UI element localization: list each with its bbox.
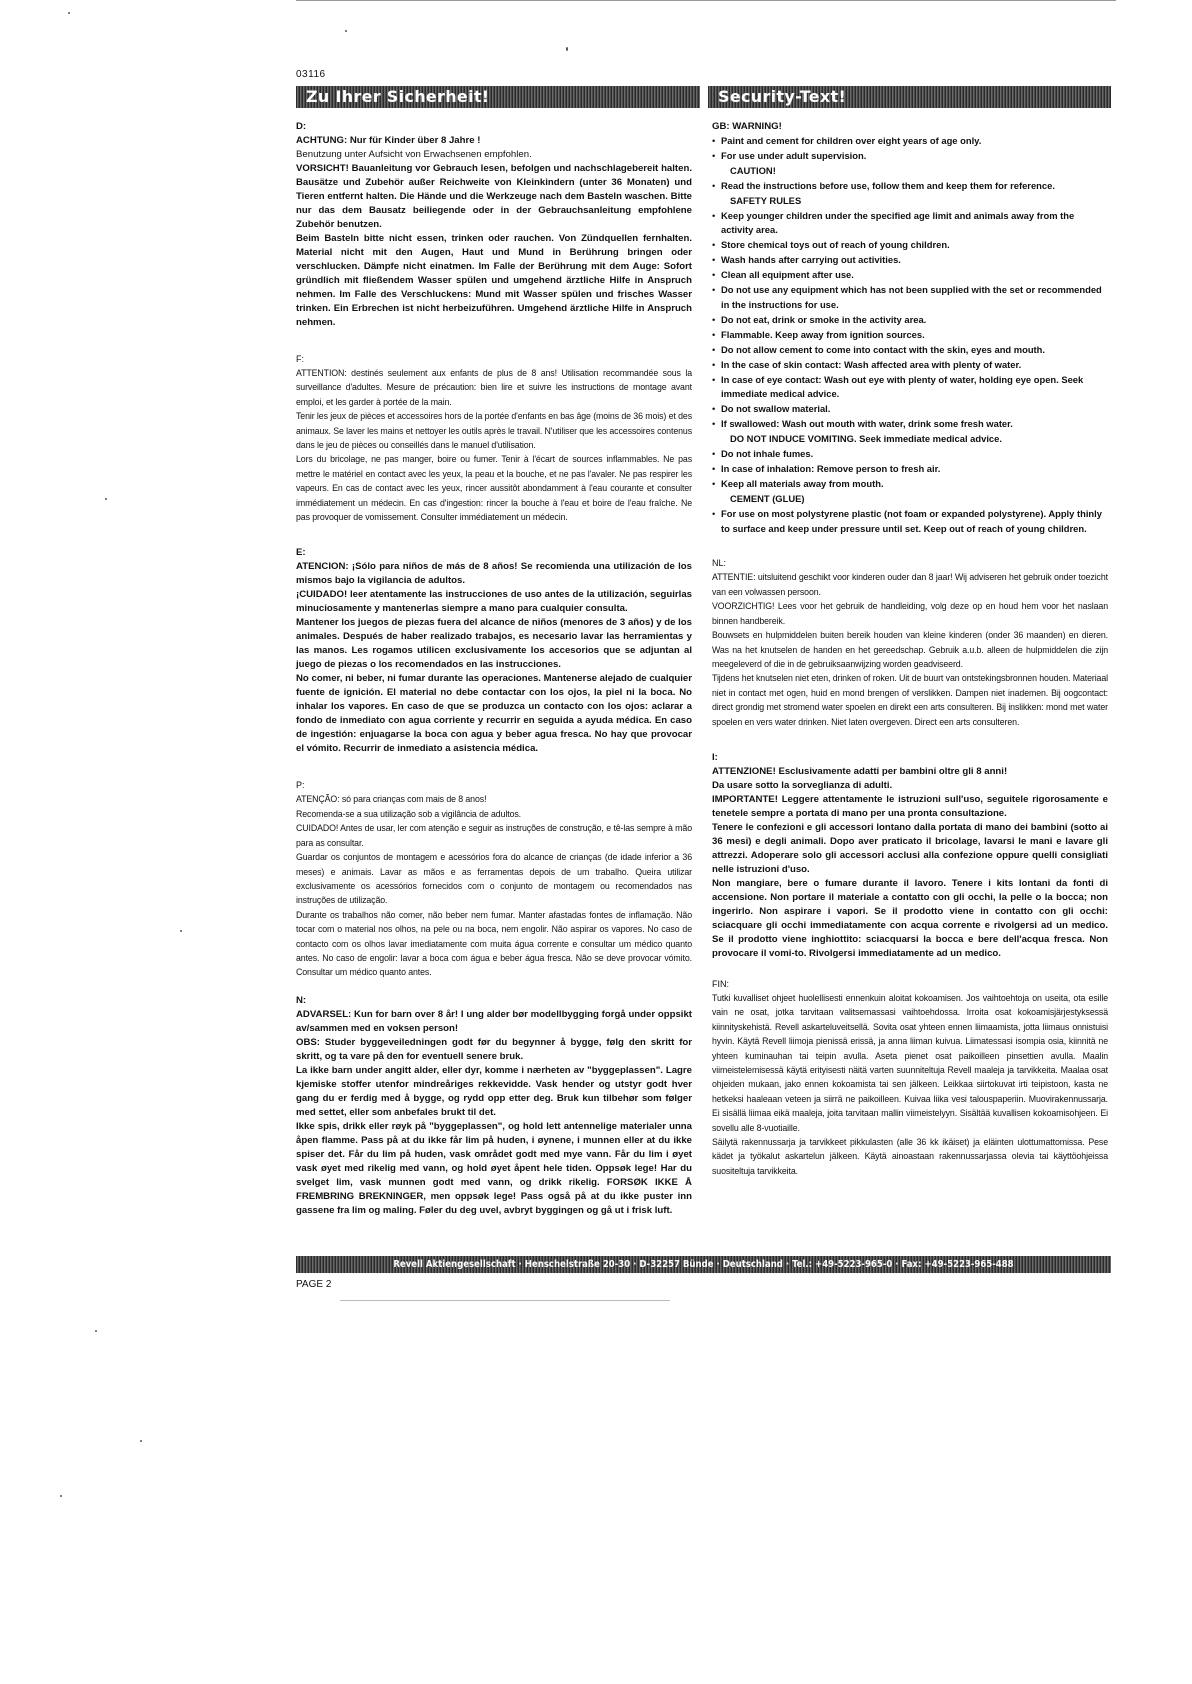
left-column [296,120,692,1231]
warning-text: Keep younger children under the specified age limit and animals away from the activity area. [721,209,1075,236]
section-label: GB: WARNING! [712,121,782,132]
warning-list [712,134,1108,536]
paragraph: CUIDADO! Antes de usar, ler com atenção e seguir as instruções de construção, e tê-las sempre à mão para as consultar. [296,823,692,848]
paragraph: ATTENZIONE! Esclusivamente adatti per bambini oltre gli 8 anni! [712,765,1008,777]
warning-item [712,209,1108,239]
footer-address-bar: Revell Aktiengesellschaft · Henschelstraße 20-30 · D-32257 Bünde · Deutschland · Tel.: +49-5223-965-0 · Fax: +49-5223-965-488 [296,1256,1111,1273]
warning-text: Do not eat, drink or smoke in the activity area. [721,313,927,325]
scan-speck [105,498,107,500]
warning-text: Read the instructions before use, follow them and keep them for reference. [721,179,1055,191]
paragraph: ATTENTION: destinés seulement aux enfants de plus de 8 ans! Utilisation recommandée sous la surveillance d'adultes. Mesure de précaution: bien lire et suivre les instructions de montage avant emploi, et les garder à portée de la main. [296,368,692,407]
bullet-icon: • [712,358,716,370]
bullet-icon: • [712,418,716,430]
warning-text: Paint and cement for children over eight years of age only. [721,135,982,146]
paragraph: Tutki kuvalliset ohjeet huolellisesti ennenkuin aloitat kokoamisen. Jos vaihtoehtoja on useita, ota esille vain ne osat, jotka tarvitaan valitsemassasi vaihtoehdossa. Irroita osat kokoamisjärjestyksessä kiinnityskehistä. Revell askarteluveitsellä. Sovita osat yhteen ennen liimaamista, jotta liimaus onnistuisi hyvin. Käytä Revell liimoja pienissä erissä, ja anna liiman kuivua. Liimatessasi isompia osia, kiinnitä ne yhteen kuminauhan tai teipin avulla. Aseta pienet osat paikoilleen pinsettien avulla. Maalin viimeistelemisessä käytä erityisesti näitä varten suunniteltuja Revell maaleja ja tarvikkeita. Maalaa osat ohjeiden mukaan, jako ennen kokoamista tai sen jälkeen. Leikkaa siirtokuvat irti teipistoon, kasta ne hetkeksi haaleaan veteen ja siirrä ne paikoilleen. Kuivaa liika vesi talouspaperiin. Muovirakennussarja. Ei sisällä liimaa eikä maaleja, joita tarvitaan mallin viimeistelyyn. Sisältää kuvallisen kokoamisohjeen. Ei sovellu alle 8-vuotiaille. [712,992,1108,1133]
paragraph: Tijdens het knutselen niet eten, drinken of roken. Uit de buurt van ontstekingsbronnen houden. Materiaal niet in contact met ogen, huid en mond brengen of verslikken. Dampen niet inademen. Bij oogcontact: direct grondig met stromend water spoelen en direkt een arts consulteren. Bij inslikken: mond met water spoelen en vers water drinken. Niet laten overgeven. Direct een arts consulteren. [712,673,1108,727]
warning-item [712,268,1108,283]
section-label: FIN: [712,978,729,989]
section-label: E: [296,547,306,559]
paragraph: Non mangiare, bere o fumare durante il lavoro. Tenere i kits lontani da fonti di accensione. Non portare il materiale a contatto con gli occhi, la pelle o la bocca; non ingerirlo. Non aspirare i vapori. Se il prodotto viene in contatto con gli occhi: sciacquare gli occhi immediatamente con acqua corrente e rivolgersi ad un medico. Se il prodotto viene inghiottito: sciacquarsi la bocca e bere dell'acqua fresca. Non provocare il vomi-to. Rivolgersi immediatamente ad un medico. [712,877,1108,959]
right-column [712,120,1108,1191]
section-label: F: [296,354,304,364]
scan-speck [140,1440,142,1442]
bullet-icon: • [712,507,716,519]
header-bar-right: Security-Text! [708,86,1111,108]
paragraph: IMPORTANTE! Leggere attentamente le istruzioni sull'uso, seguitele rigorosamente e tenetele sempre a portata di mano per una pronta consultazione. [712,793,1108,819]
scan-speck [60,1495,62,1497]
section-french [296,352,692,524]
paragraph: OBS: Studer byggeveiledningen godt før du begynner å bygge, følg den skritt for skritt, og ta vare på den for eventuell senere bruk. [296,1036,692,1062]
warning-text: Do not use any equipment which has not been supplied with the set or recommended in the instructions for use. [721,284,1102,310]
bullet-icon: • [712,462,716,474]
scan-speck [345,30,347,32]
warning-item [712,283,1108,313]
section-label: P: [296,780,305,791]
warning-item [712,358,1108,373]
paragraph: Tenere le confezioni e gli accessori lontano dalla portata di mano dei bambini (sotto ai 36 mesi) e degli animali. Dopo aver praticato il bricolage, lavarsi le mani e lavare gli attrezzi. Adoperare solo gli accessori acclusi alla confezione oppure quelli consigliati nelle istruzioni d'uso. [712,821,1108,875]
section-portuguese [296,778,692,979]
section-label: N: [296,994,307,1006]
warning-text: DO NOT INDUCE VOMITING. Seek immediate medical advice. [730,433,1002,445]
section-english [712,120,1108,536]
paragraph: Beim Basteln bitte nicht essen, trinken oder rauchen. Von Zündquellen fernhalten. Material nicht mit den Augen, Haut und Mund in Berührung bringen oder verschlucken. Dämpfe nicht einatmen. Im Falle der Berührung mit dem Auge: Sofort gründlich mit fließendem Wasser spülen und umgehend ärztliche Hilfe in Anspruch nehmen. Im Falle des Verschluckens: Mund mit Wasser spülen und frisches Wasser trinken. Ein Erbrechen ist nicht herbeizuführen. Umgehend ärztliche Hilfe in Anspruch nehmen. [296,233,692,328]
bullet-icon: • [712,328,716,340]
warning-item [712,447,1108,462]
warning-item [712,253,1108,268]
paragraph: ATTENTIE: uitsluitend geschikt voor kinderen ouder dan 8 jaar! Wij adviseren het gebruik onder toezicht van een volwassen persoon. [712,572,1108,597]
paragraph: ¡CUIDADO! leer atentamente las instrucciones de uso antes de la utilización, seguirlas minuciosamente y mantenerlas siempre a mano para cualquier consulta. [296,589,692,615]
bullet-icon: • [712,135,716,146]
warning-text: CEMENT (GLUE) [730,492,805,504]
scan-speck [180,930,182,932]
document-code: 03116 [296,69,326,80]
paragraph: Lors du bricolage, ne pas manger, boire ou fumer. Tenir à l'écart de sources inflammables. Ne pas mettre le matériel en contact avec les yeux, la peau et la bouche, et ne pas l'avaler. Ne pas respirer les vapeurs. En cas de contact avec les yeux, rincer aussitôt abondamment à l'eau courante et consulter immédiatement un médecin. En cas d'ingestion: rincer la bouche à l'eau et boire de l'eau fraîche. Ne pas provoquer de vomissement. Consulter immédiatement un médecin. [296,454,692,523]
bullet-icon: • [712,373,716,385]
page-number: PAGE 2 [296,1279,332,1290]
paragraph: Benutzung unter Aufsicht von Erwachsenen empfohlen. [296,149,532,160]
warning-text: Clean all equipment after use. [721,269,854,281]
bullet-icon: • [712,403,716,415]
warning-item [712,343,1108,358]
warning-text: In the case of skin contact: Wash affected area with plenty of water. [721,358,1022,370]
warning-text: If swallowed: Wash out mouth with water, drink some fresh water. [721,418,1013,430]
warning-text: In case of inhalation: Remove person to fresh air. [721,462,941,474]
paragraph: Bouwsets en hulpmiddelen buiten bereik houden van kleine kinderen (onder 36 maanden) en dieren. Was na het knutselen de handen en het gereedschap. Gebruik a.u.b. alleen de hulpmiddelen die zijn meegeleverd of die in de gebruiksaanwijzing worden geadviseerd. [712,630,1108,669]
warning-item [712,373,1108,403]
warning-text: Do not swallow material. [721,403,831,415]
scan-speck [68,12,70,14]
warning-item [712,462,1108,477]
bullet-icon: • [712,179,716,191]
bullet-icon: • [712,149,716,161]
bullet-icon: • [712,343,716,355]
paragraph: Mantener los juegos de piezas fuera del alcance de niños (menores de 3 años) y de los animales. Después de haber realizado trabajos, es necesario lavar las herramientas y las manos. Les rogamos utilicen exclusivamente los accesorios que se adjuntan al juego de piezas o los recomendados en las instrucciones. [296,617,692,671]
warning-item [712,417,1108,432]
warning-text: For use on most polystyrene plastic (not foam or expanded polystyrene). Apply thinly to surface and keep under pressure until set. Keep out of reach of young children. [721,507,1102,534]
paragraph: ATENCION: ¡Sólo para niños de más de 8 años! Se recomienda una utilización de los mismos bajo la vigilancia de adultos. [296,561,692,587]
paragraph: Durante os trabalhos não comer, não beber nem fumar. Manter afastadas fontes de inflamação. Não tocar com o material nos olhos, na pele ou na boca, nem engolir. Não aspirar os vapores. No caso de contacto com os olhos lavar imediatamente com muita água corrente e consultar um médico quanto antes. No caso de engolir: lavar a boca com água e beber água fresca. Não se deve provocar vómito. Consultar um médico quanto antes. [296,909,692,978]
section-dutch [712,556,1108,728]
paragraph: VORSICHT! Bauanleitung vor Gebrauch lesen, befolgen und nachschlagebereit halten. Bausätze und Zubehör außer Reichweite von Kleinkindern (unter 36 Monaten) und Tieren entfernt halten. Die Hände und die Werkzeuge nach dem Basteln waschen. Bitte nur das dem Bausatz beiliegende oder in der Gebrauchsanleitung empfohlene Zubehör benutzen. [296,163,692,230]
paragraph: Tenir les jeux de pièces et accessoires hors de la portée d'enfants en bas âge (moins de 36 mois) et des animaux. Se laver les mains et nettoyer les outils après le travail. N'utiliser que les accessoires contenus dans le jeu de pièces ou conseillés dans le manuel d'utilisation. [296,411,692,451]
warning-text: CAUTION! [730,164,776,176]
header-bar-left: Zu Ihrer Sicherheit! [296,86,700,108]
scan-speck [566,47,568,51]
warning-text: Flammable. Keep away from ignition sources. [721,328,925,340]
warning-item [712,313,1108,328]
warning-text: In case of eye contact: Wash out eye with plenty of water, holding eye open. Seek immediate medical advice. [721,373,1084,400]
warning-text: Wash hands after carrying out activities. [721,254,901,266]
warning-item [712,134,1108,149]
warning-heading [712,194,1108,209]
warning-text: Do not allow cement to come into contact with the skin, eyes and mouth. [721,343,1045,355]
section-italian [712,751,1108,961]
warning-item [712,328,1108,343]
warning-text: Store chemical toys out of reach of young children. [721,239,950,251]
paragraph: ADVARSEL: Kun for barn over 8 år! I ung alder bør modellbygging forgå under oppsikt av/sammen med en voksen person! [296,1008,692,1034]
paragraph: La ikke barn under angitt alder, eller dyr, komme i nærheten av "byggeplassen". Lagre kjemiske stoffer utenfor mindreåriges rekkevidde. Vask hender og utstyr godt hver gang du er ferdig med å bygge, og rydd opp etter deg. Bruk kun tilbehør som følger med settet, eller som anbefales brukt til det. [296,1064,692,1118]
warning-text: SAFETY RULES [730,194,802,206]
bullet-icon: • [712,284,716,296]
warning-item [712,149,1108,164]
paragraph: VOORZICHTIG! Lees voor het gebruik de handleiding, volg deze op en houd hem voor het naslaan binnen handbereik. [712,601,1108,626]
warning-heading [712,432,1108,447]
paragraph: No comer, ni beber, ni fumar durante las operaciones. Mantenerse alejado de cualquier fuente de ignición. El material no debe contactar con los ojos, la piel ni la boca. No inhalar los vapores. En caso de que se produzca un contacto con los ojos: aclarar a fondo de inmediato con agua corriente y recurrir en seguida a ayuda médica. En caso de ingestión: enjuagarse la boca con agua y beber agua fresca. No hay que provocar el vómito. Recurrir de inmediato a asistencia médica. [296,673,692,755]
warning-item [712,402,1108,417]
section-label: I: [712,751,718,763]
paragraph: Säilytä rakennussarja ja tarvikkeet pikkulasten (alle 36 kk ikäiset) ja eläinten ulottumattomissa. Pese kädet ja työkalut askartelun jälkeen. Käytä ainoastaan rakennussarjassa olevia tai käyttöohjeissa suositeltuja tarvikkeita. [712,1137,1108,1176]
scan-line [340,1300,670,1301]
paragraph: Ikke spis, drikk eller røyk på "byggeplassen", og hold lett antennelige materialer unna åpen flamme. Pass på at du ikke får lim på huden, i øynene, i munnen eller at du ikke spiser det. Får du lim på huden, vask området godt med mye vann. Får du lim i øyet vask øyet med rikelig med vann, og hold øyet åpent hele tiden. Oppsøk lege! Har du svelget lim, vask munnen godt med vann, og drikk rikelig. FORSØK IKKE Å FREMBRING BREKNINGER, men oppsøk lege! Pass også på at du ikke puster inn gassene fra lim og maling. Føler du deg uvel, avbryt byggingen og gå ut i frisk luft. [296,1120,692,1216]
section-label: NL: [712,558,727,569]
bullet-icon: • [712,448,716,460]
paragraph: Guardar os conjuntos de montagem e acessórios fora do alcance de crianças (de idade inferior a 36 meses) e animais. Lavar as mãos e as ferramentas depois de um trabalho. Queira utilizar exclusivamente os acessórios fornecidos com o conjunto de montagem ou recomendados nas instruções de utilização. [296,852,692,906]
warning-heading [712,492,1108,507]
paragraph: ATENÇÃO: só para crianças com mais de 8 anos! [296,794,487,805]
warning-text: For use under adult supervision. [721,149,867,161]
section-label: D: [296,121,307,132]
section-german [296,120,692,330]
bullet-icon: • [712,313,716,325]
scan-edge-line [296,0,1116,1]
paragraph: Da usare sotto la sorveglianza di adulti. [712,779,893,791]
section-spanish [296,546,692,756]
paragraph: ACHTUNG: Nur für Kinder über 8 Jahre ! [296,135,481,146]
bullet-icon: • [712,239,716,251]
bullet-icon: • [712,254,716,266]
section-finnish [712,977,1108,1178]
bullet-icon: • [712,269,716,281]
warning-item [712,238,1108,253]
section-norwegian [296,994,692,1218]
warning-item [712,179,1108,194]
bullet-icon: • [712,209,716,221]
scan-speck [95,1330,97,1332]
warning-text: Do not inhale fumes. [721,448,814,460]
bullet-icon: • [712,477,716,489]
paragraph: Recomenda-se a sua utilização sob a vigilância de adultos. [296,808,522,819]
warning-item [712,477,1108,492]
warning-item [712,507,1108,537]
warning-text: Keep all materials away from mouth. [721,477,884,489]
warning-heading [712,164,1108,179]
